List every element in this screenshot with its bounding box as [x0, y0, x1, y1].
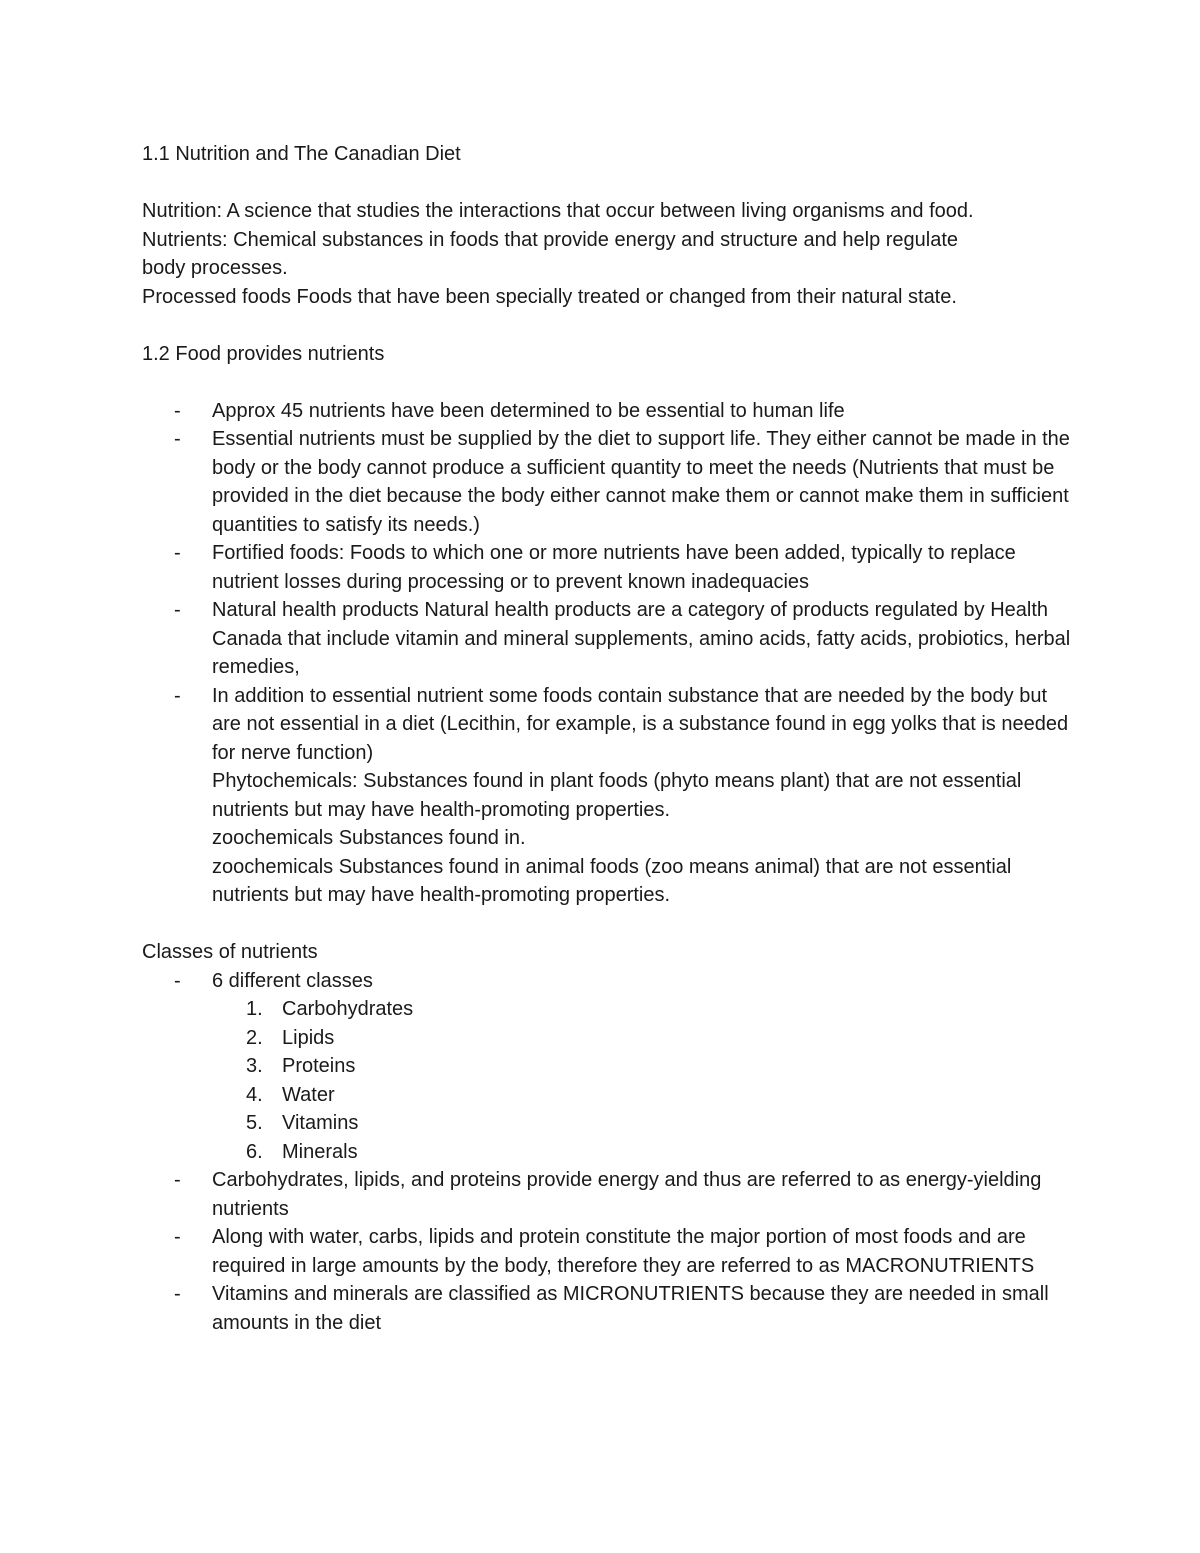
bullet-dash: - — [174, 684, 181, 707]
zoochemicals-short-paragraph: zoochemicals Substances found in. — [212, 827, 526, 849]
phytochemicals-paragraph: Phytochemicals: Substances found in plant foods (phyto means plant) that are not essential nutrients but may have health-promoting properties. — [212, 770, 1022, 821]
list-item-text: In addition to essential nutrient some foods contain substance that are needed by the body but are not essential in a diet (Lecithin, for example, is a substance found in egg yolks that is needed for nerve function) — [212, 684, 1069, 764]
list-item — [142, 1280, 1072, 1337]
bullet-dash: - — [174, 1169, 181, 1191]
section-heading-classes: Classes of nutrients — [142, 941, 318, 963]
list-item-text: Approx 45 nutrients have been determined to be essential to human life — [212, 399, 845, 422]
definition-processed-foods: Processed foods Foods that have been specially treated or changed from their natural state. — [142, 285, 957, 308]
list-item — [142, 539, 1072, 596]
list-item — [142, 967, 1072, 996]
numbered-item — [142, 1024, 1072, 1053]
section-heading-1-2: 1.2 Food provides nutrients — [142, 342, 385, 365]
spacer — [142, 311, 1072, 340]
bullet-dash: - — [174, 542, 181, 564]
definition-nutrition: Nutrition: A science that studies the interactions that occur between living organisms and food. — [142, 200, 974, 222]
item-label: Vitamins — [282, 1112, 359, 1134]
numbered-item — [142, 995, 1072, 1024]
list-item-text: Essential nutrients must be supplied by the diet to support life. They either cannot be made in the body or the body cannot produce a sufficient quantity to meet the needs (Nutrients that must be provided in the diet because the body either cannot make them or cannot make them in sufficient quantities to satisfy its needs.) — [212, 428, 1070, 536]
list-item-text: Carbohydrates, lipids, and proteins provide energy and thus are referred to as energy-yielding nutrients — [212, 1169, 1042, 1220]
bullet-dash: - — [174, 1226, 181, 1248]
bullet-dash: - — [174, 599, 181, 621]
item-label: Minerals — [282, 1140, 358, 1163]
definition-nutrients: Nutrients: Chemical substances in foods that provide energy and structure and help regulate — [142, 228, 959, 251]
list-item — [142, 425, 1072, 539]
numbered-item — [142, 1081, 1072, 1110]
list-item-text: Vitamins and minerals are classified as MICRONUTRIENTS because they are needed in small amounts in the diet — [212, 1283, 1049, 1334]
item-number: 2. — [246, 1026, 263, 1049]
numbered-item — [142, 1109, 1072, 1138]
nutrient-classes-list — [142, 995, 1072, 1166]
numbered-item — [142, 1052, 1072, 1081]
bullet-dash: - — [174, 428, 181, 450]
list-item — [142, 1166, 1072, 1223]
item-number: 6. — [246, 1140, 263, 1163]
item-label: Lipids — [282, 1026, 335, 1049]
zoochemicals-paragraph: zoochemicals Substances found in animal foods (zoo means animal) that are not essential nutrients but may have health-promoting properties. — [212, 855, 1012, 906]
list-item — [142, 596, 1072, 682]
item-number: 3. — [246, 1055, 263, 1077]
spacer — [142, 169, 1072, 198]
item-label: Water — [282, 1083, 335, 1106]
list-item-text: Along with water, carbs, lipids and protein constitute the major portion of most foods and are required in large amounts by the body, therefore they are referred to as MACRONUTRIENTS — [212, 1226, 1035, 1277]
document-page — [142, 140, 1072, 1337]
list-item-text: Fortified foods: Foods to which one or more nutrients have been added, typically to replace nutrient losses during processing or to prevent known inadequacies — [212, 542, 1016, 593]
classes-details-list — [142, 1166, 1072, 1337]
spacer — [142, 368, 1072, 397]
list-item — [142, 1223, 1072, 1280]
item-label: Proteins — [282, 1055, 356, 1077]
bullet-dash: - — [174, 1283, 181, 1305]
item-label: Carbohydrates — [282, 998, 414, 1020]
spacer — [142, 910, 1072, 939]
list-item — [142, 682, 1072, 768]
section-heading-1-1: 1.1 Nutrition and The Canadian Diet — [142, 143, 461, 165]
bullet-dash: - — [174, 399, 181, 422]
list-item-text: 6 different classes — [212, 969, 373, 992]
classes-intro-list — [142, 967, 1072, 996]
list-item-text: Natural health products Natural health products are a category of products regulated by Health Canada that include vitamin and mineral supplements, amino acids, fatty acids, probiotics, herbal remedies, — [212, 599, 1071, 678]
numbered-item — [142, 1138, 1072, 1167]
item-number: 5. — [246, 1112, 263, 1134]
item-number: 4. — [246, 1083, 263, 1106]
definition-nutrients-cont: body processes. — [142, 257, 288, 279]
list-item — [142, 397, 1072, 426]
bullet-dash: - — [174, 969, 181, 992]
item-number: 1. — [246, 998, 263, 1020]
food-nutrients-list — [142, 397, 1072, 768]
